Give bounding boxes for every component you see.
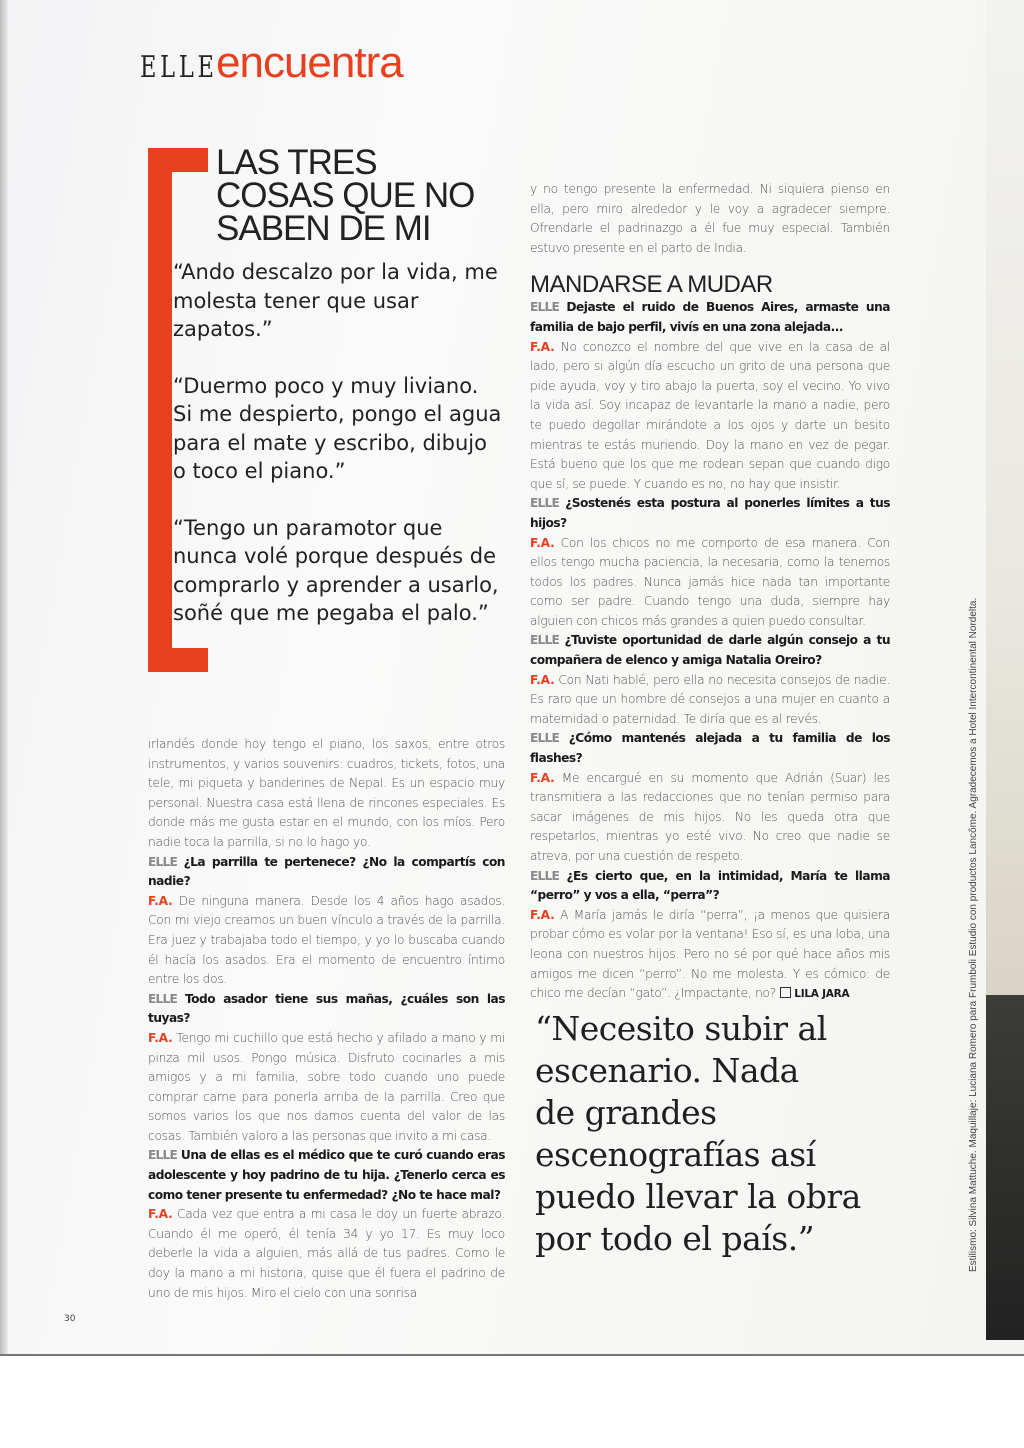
title-line: COSAS QUE NO [216,176,475,215]
sidebar-title [216,143,475,248]
interview-question [530,494,890,533]
end-mark-icon [780,987,791,998]
red-bracket-top [148,148,208,172]
interview-answer [148,1029,505,1147]
interview-question [530,298,890,337]
speaker-label: F.A. [530,339,555,354]
page-number: 30 [64,1314,76,1324]
section-name: encuentra [216,38,403,87]
interview-question [148,853,505,892]
speaker-label: ELLE [530,496,559,511]
interview-question [530,867,890,906]
adjacent-page-photo [986,0,1024,995]
speaker-label: ELLE [148,854,177,869]
speaker-label: F.A. [530,535,555,550]
question-text: Dejaste el ruido de Buenos Aires, armaste una familia de bajo perfil, vivís en una zona alejada... [530,300,891,334]
answer-text: Cada vez que entra a mi casa le doy un fuerte abrazo. Cuando él me operó, él tenía 34 y yo 17. Es muy loco deberle la vida a alguien, más allá de tus padres. Como le doy la mano a mi historia, quise que él fuera el padrino de uno de mis hijos. Miro el cielo con una sonrisa [148,1207,506,1300]
question-text: ¿Sostenés esta postura al ponerles límites a tus hijos? [530,496,890,530]
interview-answer [148,735,505,853]
answer-text: Con los chicos no me comporto de esa manera. Con ellos tengo mucha paciencia, la necesaria, como la tenemos todos los padres. Nunca jamás hice nada tan importante como ser padre. Cuando tengo una duda, siempre hay alguien con chicos más grandes a quien puedo consultar. [530,535,891,628]
red-bracket [148,148,172,672]
right-column [530,180,890,1005]
speaker-label: ELLE [530,731,559,746]
question-text: ¿Cómo mantenés alejada a tu familia de los flashes? [530,731,890,766]
pull-quote-line: por todo el país.” [535,1219,815,1258]
speaker-label: F.A. [530,672,555,687]
subheading: MANDARSE A MUDAR [530,271,773,299]
question-text: ¿Es cierto que, en la intimidad, María te llama “perro” y vos a ella, “perra”? [530,868,890,903]
question-text: Una de ellas es el médico que te curó cuando eras adolescente y hoy padrino de tu hija. ¿Tenerlo cerca es como tener presente tu enfermedad? ¿No te hace mal? [148,1148,505,1202]
author-byline: LILA JARA [794,988,850,1001]
title-line: SABEN DE MI [216,209,431,248]
speaker-label: ELLE [148,1148,177,1163]
interview-answer [530,534,890,632]
speaker-label: ELLE [148,991,177,1006]
pull-quote-line: de grandes [535,1093,717,1132]
section-header [140,38,403,88]
answer-text: De ninguna manera. Desde los 4 años hago asados. Con mi viejo creamos un buen vínculo a través de la parrilla. Era juez y trabajaba todo el tiempo, y yo lo buscaba cuando él hacía los asados. Era el momento de encuentro íntimo entre los dos. [148,893,506,987]
quote: “Duermo poco y muy liviano. Si me despierto, pongo el agua para el mate y escribo, dibujo o toco el piano.” [173,373,502,483]
speaker-label: ELLE [530,300,559,315]
speaker-label: ELLE [530,868,559,883]
interview-question [530,729,890,768]
pull-quote-line: “Necesito subir al [535,1009,827,1048]
answer-text: Tengo mi cuchillo que está hecho y afilado a mano y mi pinza mil usos. Pongo música. Disfruto cocinarles a mis amigos y a mi familia, sobre todo cuando uno puede comprar carne para ponerla arriba de la parrilla. Creo que somos varios los que nos damos cuenta del valor de las cosas. También valoro a las personas que invito a mi casa. [148,1030,505,1143]
speaker-label: F.A. [530,907,555,922]
adjacent-page-photo-dark [986,995,1024,1340]
pull-quote-line: puedo llevar la obra [535,1177,861,1216]
left-column [148,735,505,1303]
interview-answer [530,769,890,867]
interview-answer [148,1205,505,1303]
pull-quote-line: escenografías así [535,1135,816,1174]
speaker-label: F.A. [530,770,555,785]
answer-text: A María jamás le diría “perra”, ¡a menos que quisiera probar cómo es volar por la ventana! Eso sí, es una loba, una leona con nuestros hijos. Pero no sé por qué hace años mis amigos me dicen “perro”. No me molesta. Y es cómico: de chico me decían “gato”. ¿Impactante, no? [530,907,891,1001]
quote: “Tengo un paramotor que nunca volé porque después de comprarlo y aprender a usarlo, soñé que me pegaba el palo.” [173,515,499,625]
answer-text: Con Nati hablé, pero ella no necesita consejos de nadie. Es raro que un hombre dé consejos a una mujer en cuanto a maternidad o paternidad. Te diría que es al revés. [530,672,890,726]
answer-text: Me encargué en su momento que Adrián (Suar) les transmitiera a las redacciones que no tenían permiso para sacar imágenes de mis hijos. No les queda otra que respetarlos, mientras yo esté vivo. No creo que nadie se atreva, por una cuestión de respeto. [530,770,890,863]
question-text: ¿Tuviste oportunidad de darle algún consejo a tu compañera de elenco y amiga Natalia Oreiro? [530,633,891,668]
title-line: LAS TRES [216,143,377,182]
question-text: ¿La parrilla te pertenece? ¿No la compartís con nadie? [148,854,505,889]
quote: “Ando descalzo por la vida, me molesta tener que usar zapatos.” [173,260,498,341]
speaker-label: ELLE [530,633,559,648]
answer-text: No conozco el nombre del que vive en la casa de al lado, pero si algún día escucho un grito de una persona que pide ayuda, voy y tiro abajo la puerta, soy el vecino. Yo vivo la vida así. Soy incapaz de levantarle la mano a nadie, pero te puedo degollar mirándote a los ojos y darte un besito mientras te estás muriendo. Doy la mano en vez de pegar. Está bueno que los que me rodean sepan que cuando digo que sí, se puede. Y cuando es no, no hay que insistir. [530,339,890,491]
interview-items [530,298,890,1004]
speaker-label: F.A. [148,893,173,908]
speaker-label: F.A. [148,1030,173,1045]
page-spine [0,0,8,1354]
interview-answer [148,892,505,990]
interview-question [148,1146,505,1205]
brand-logo: ELLE [140,50,218,85]
pull-quote [535,1008,861,1260]
sidebar-quotes [173,258,503,656]
interview-question [530,631,890,670]
photo-credit: Estilismo: Silvina Mattuche. Maquillaje: Luciana Romero para Frumboli Estudio con productos Lancôme. Agradecemos a Hotel Intercontinental Nordelta. [968,597,979,1272]
pull-quote-line: escenario. Nada [535,1051,799,1090]
answer-text: irlandés donde hoy tengo el piano, los saxos, entre otros instrumentos, y varios souvenirs: cuadros, tickets, fotos, una tele, mi piqueta y banderines de Nepal. Es un espacio muy personal. Nuestra casa está llena de rincones especiales. Es donde más me gusta estar en el mundo, con los míos. Pero nadie toca la parrilla, si no lo hago yo. [148,737,505,849]
interview-answer [530,671,890,730]
interview-question [148,990,505,1029]
intro-paragraph: y no tengo presente la enfermedad. Ni siquiera pienso en ella, pero miro alrededor y le voy a agradecer siempre. Ofrendarle el padrinazgo a él fue muy especial. También estuvo presente en el parto de India. [530,182,890,255]
interview-answer [530,906,890,1005]
interview-answer [530,338,890,495]
question-text: Todo asador tiene sus mañas, ¿cuáles son las tuyas? [148,991,505,1026]
speaker-label: F.A. [148,1207,173,1222]
